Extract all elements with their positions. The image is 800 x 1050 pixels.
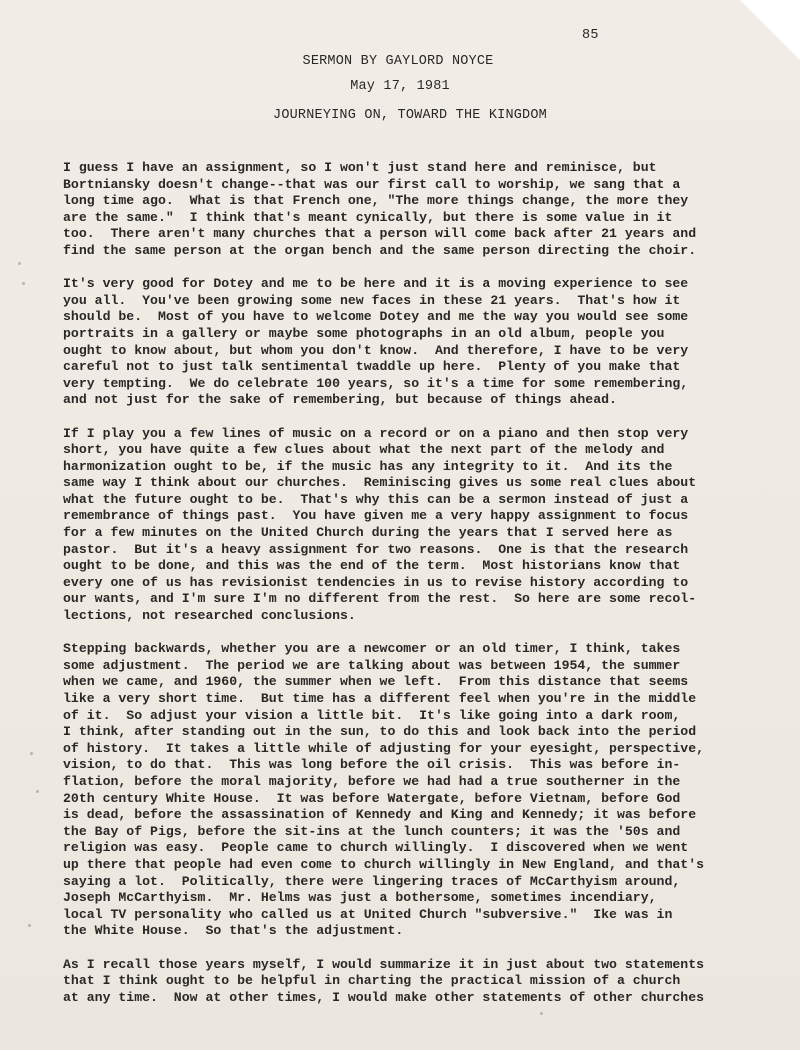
- text-line: ought to be done, and this was the end of the term. Most historians know that: [63, 558, 681, 574]
- text-line: at any time. Now at other times, I would make other statements of other churches: [63, 989, 705, 1005]
- text-line: religion was easy. People came to church willingly. I discovered when we went: [63, 840, 689, 856]
- page-number: 85: [582, 28, 599, 43]
- text-line: saying a lot. Politically, there were lingering traces of McCarthyism around,: [63, 873, 681, 889]
- text-line: Bortniansky doesn't change--that was our first call to worship, we sang that a: [63, 176, 681, 192]
- text-line: is dead, before the assassination of Kennedy and King and Kennedy; it was before: [63, 807, 697, 823]
- text-line: up there that people had even come to church willingly in New England, and that's: [63, 856, 705, 872]
- text-line: you all. You've been growing some new faces in these 21 years. That's how it: [63, 292, 681, 308]
- paragraph: [63, 957, 743, 1007]
- text-line: I think, after standing out in the sun, to do this and look back into the period: [63, 724, 697, 740]
- text-line: like a very short time. But time has a different feel when you're in the middle: [63, 691, 697, 706]
- paper-speck: [36, 790, 39, 793]
- text-line: that I think ought to be helpful in charting the practical mission of a church: [63, 973, 681, 989]
- text-line: long time ago. What is that French one, "The more things change, the more they: [63, 193, 689, 209]
- sermon-title: SERMON BY GAYLORD NOYCE: [302, 54, 494, 69]
- page-corner-fold: [740, 0, 800, 60]
- paper-speck: [540, 1012, 543, 1015]
- text-line: of it. So adjust your vision a little bit. It's like going into a dark room,: [63, 707, 681, 723]
- text-line: and not just for the sake of remembering, but because of things ahead.: [63, 392, 617, 408]
- text-line: short, you have quite a few clues about what the next part of the melody and: [63, 442, 665, 458]
- text-line: very tempting. We do celebrate 100 years, so it's a time for some remembering,: [63, 375, 689, 391]
- text-line: the White House. So that's the adjustment.: [63, 923, 404, 939]
- text-line: some adjustment. The period we are talking about was between 1954, the summer: [63, 657, 681, 673]
- text-line: I guess I have an assignment, so I won't just stand here and reminisce, but: [63, 160, 657, 175]
- text-line: flation, before the moral majority, before we had had a true southerner in the: [63, 773, 681, 789]
- sermon-date: May 17, 1981: [350, 79, 450, 94]
- text-line: It's very good for Dotey and me to be here and it is a moving experience to see: [63, 276, 689, 292]
- paragraph: [63, 276, 743, 409]
- text-line: same way I think about our churches. Reminiscing gives us some real clues about: [63, 475, 697, 491]
- paper-speck: [30, 752, 33, 755]
- text-line: our wants, and I'm sure I'm no different from the rest. So here are some recol-: [63, 591, 697, 607]
- paragraph: [63, 160, 743, 260]
- sermon-subtitle: JOURNEYING ON, TOWARD THE KINGDOM: [273, 108, 547, 123]
- text-line: of history. It takes a little while of adjusting for your eyesight, perspective,: [63, 740, 705, 756]
- text-line: what the future ought to be. That's why this can be a sermon instead of just a: [63, 491, 689, 507]
- text-line: lections, not researched conclusions.: [63, 608, 356, 624]
- text-line: pastor. But it's a heavy assignment for two reasons. One is that the research: [63, 541, 689, 557]
- paper-speck: [28, 924, 31, 927]
- paragraph: [63, 641, 743, 940]
- text-line: ought to know about, but whom you don't know. And therefore, I have to be very: [63, 342, 689, 358]
- text-line: should be. Most of you have to welcome Dotey and me the way you would see some: [63, 309, 689, 325]
- text-line: for a few minutes on the United Church during the years that I served here as: [63, 525, 673, 541]
- text-line: careful not to just talk sentimental twaddle up here. Plenty of you make that: [63, 359, 681, 375]
- paragraph: [63, 426, 743, 625]
- text-line: too. There aren't many churches that a person will come back after 21 years and: [63, 226, 697, 242]
- text-line: vision, to do that. This was long before the oil crisis. This was before in-: [63, 757, 681, 773]
- text-line: 20th century White House. It was before Watergate, before Vietnam, before God: [63, 790, 681, 806]
- text-line: are the same." I think that's meant cynically, but there is some value in it: [63, 209, 673, 225]
- paper-speck: [18, 262, 21, 265]
- sermon-body: [63, 160, 743, 1023]
- text-line: every one of us has revisionist tendencies in us to revise history according to: [63, 574, 689, 590]
- text-line: portraits in a gallery or maybe some photographs in an old album, people you: [63, 325, 665, 341]
- text-line: find the same person at the organ bench and the same person directing the choir.: [63, 242, 697, 258]
- text-line: harmonization ought to be, if the music has any integrity to it. And its the: [63, 458, 673, 474]
- text-line: If I play you a few lines of music on a record or on a piano and then stop very: [63, 425, 689, 441]
- text-line: the Bay of Pigs, before the sit-ins at the lunch counters; it was the '50s and: [63, 823, 681, 839]
- text-line: remembrance of things past. You have given me a very happy assignment to focus: [63, 508, 689, 524]
- text-line: local TV personality who called us at United Church "subversive." Ike was in: [63, 906, 673, 922]
- text-line: when we came, and 1960, the summer when we left. From this distance that seems: [63, 674, 689, 690]
- paper-speck: [22, 282, 25, 285]
- text-line: Stepping backwards, whether you are a newcomer or an old timer, I think, takes: [63, 641, 681, 657]
- text-line: As I recall those years myself, I would summarize it in just about two statements: [63, 956, 705, 972]
- text-line: Joseph McCarthyism. Mr. Helms was just a bothersome, sometimes incendiary,: [63, 890, 657, 906]
